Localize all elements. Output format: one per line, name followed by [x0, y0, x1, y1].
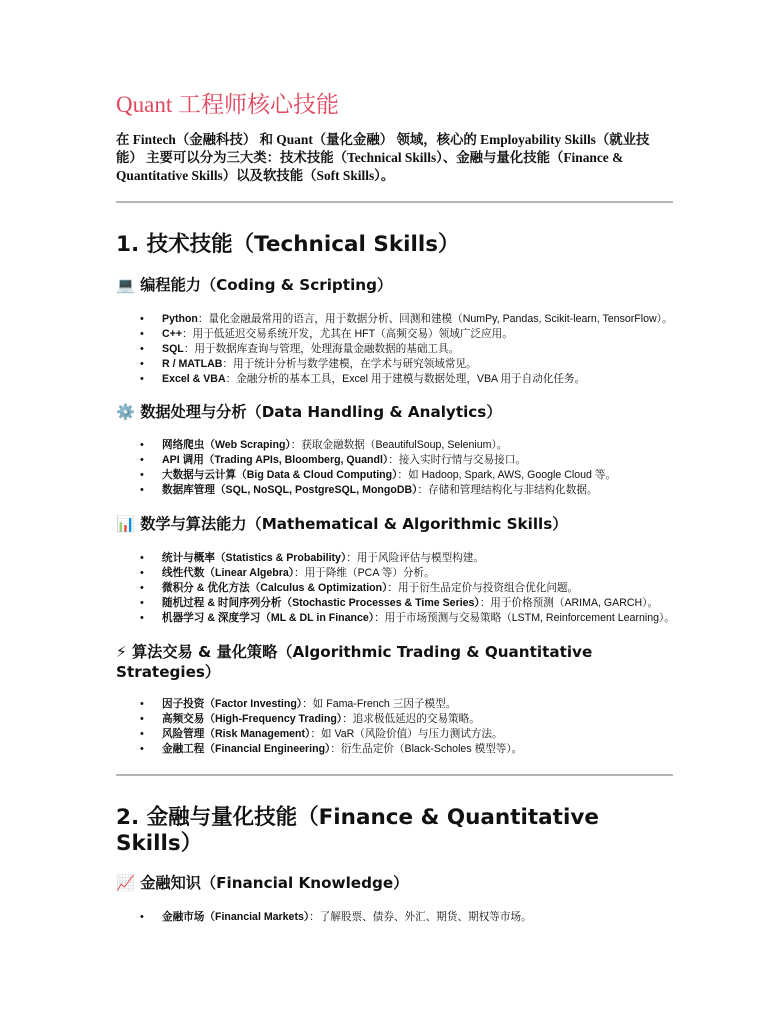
list-item: • API 调用（Trading APIs, Bloomberg, Quandl）：接入实时行情与交易接口。	[116, 453, 673, 468]
math-skill-list	[116, 551, 673, 625]
section-heading-finance-quant: 2. 金融与量化技能（Finance & Quantitative Skills）	[116, 805, 599, 856]
subsection-heading-coding: 💻 编程能力（Coding & Scripting）	[116, 276, 393, 294]
list-item: • 金融工程（Financial Engineering）：衍生品定价（Black-Scholes 模型等）。	[116, 742, 673, 757]
subsection-heading-financial-knowledge: 📈 金融知识（Financial Knowledge）	[116, 874, 409, 892]
list-item: • 微积分 & 优化方法（Calculus & Optimization）：用于衍生品定价与投资组合优化问题。	[116, 581, 673, 596]
list-item: • Python：量化金融最常用的语言，用于数据分析、回测和建模（NumPy, Pandas, Scikit-learn, TensorFlow）。	[116, 312, 673, 327]
list-item: • 线性代数（Linear Algebra）：用于降维（PCA 等）分析。	[116, 566, 673, 581]
page-title: Quant 工程师核心技能	[116, 92, 339, 117]
list-item: • 数据库管理（SQL, NoSQL, PostgreSQL, MongoDB）：存储和管理结构化与非结构化数据。	[116, 483, 673, 498]
list-item: • 大数据与云计算（Big Data & Cloud Computing）：如 Hadoop, Spark, AWS, Google Cloud 等。	[116, 468, 673, 483]
list-item: • R / MATLAB：用于统计分析与数学建模，在学术与研究领域常见。	[116, 357, 673, 372]
list-item: • 因子投资（Factor Investing）：如 Fama-French 三因子模型。	[116, 697, 673, 712]
divider	[116, 774, 673, 776]
list-item: • SQL：用于数据库查询与管理，处理海量金融数据的基础工具。	[116, 342, 673, 357]
list-item: • 高频交易（High-Frequency Trading）：追求极低延迟的交易策略。	[116, 712, 673, 727]
intro-paragraph: 在 Fintech（金融科技） 和 Quant（量化金融） 领域，核心的 Employability Skills（就业技能） 主要可以分为三大类：技术技能（Technical Skills）、金融与量化技能（Finance & Quantitative Skills）以及软技能（Soft Skills）。	[116, 132, 650, 183]
subsection-heading-algo-trading: ⚡ 算法交易 & 量化策略（Algorithmic Trading & Quantitative Strategies）	[116, 643, 593, 681]
coding-skill-list	[116, 312, 673, 386]
section-heading-technical-skills: 1. 技术技能（Technical Skills）	[116, 232, 460, 257]
subsection-heading-data-handling: ⚙️ 数据处理与分析（Data Handling & Analytics）	[116, 403, 502, 421]
list-item: • 机器学习 & 深度学习（ML & DL in Finance）：用于市场预测与交易策略（LSTM, Reinforcement Learning）。	[116, 611, 673, 626]
algo-trading-skill-list	[116, 697, 673, 757]
list-item: • 统计与概率（Statistics & Probability）：用于风险评估与模型构建。	[116, 551, 673, 566]
financial-knowledge-list	[116, 910, 673, 925]
list-item: • 随机过程 & 时间序列分析（Stochastic Processes & Time Series）：用于价格预测（ARIMA, GARCH）。	[116, 596, 673, 611]
list-item: • C++：用于低延迟交易系统开发，尤其在 HFT（高频交易）领域广泛应用。	[116, 327, 673, 342]
list-item: • Excel & VBA：金融分析的基本工具，Excel 用于建模与数据处理，VBA 用于自动化任务。	[116, 372, 673, 387]
divider	[116, 201, 673, 203]
list-item: • 风险管理（Risk Management）：如 VaR（风险价值）与压力测试方法。	[116, 727, 673, 742]
subsection-heading-math-algorithms: 📊 数学与算法能力（Mathematical & Algorithmic Skills）	[116, 515, 568, 533]
data-handling-skill-list	[116, 438, 673, 498]
list-item: • 网络爬虫（Web Scraping）：获取金融数据（BeautifulSoup, Selenium）。	[116, 438, 673, 453]
list-item: • 金融市场（Financial Markets）：了解股票、债券、外汇、期货、期权等市场。	[116, 910, 673, 925]
